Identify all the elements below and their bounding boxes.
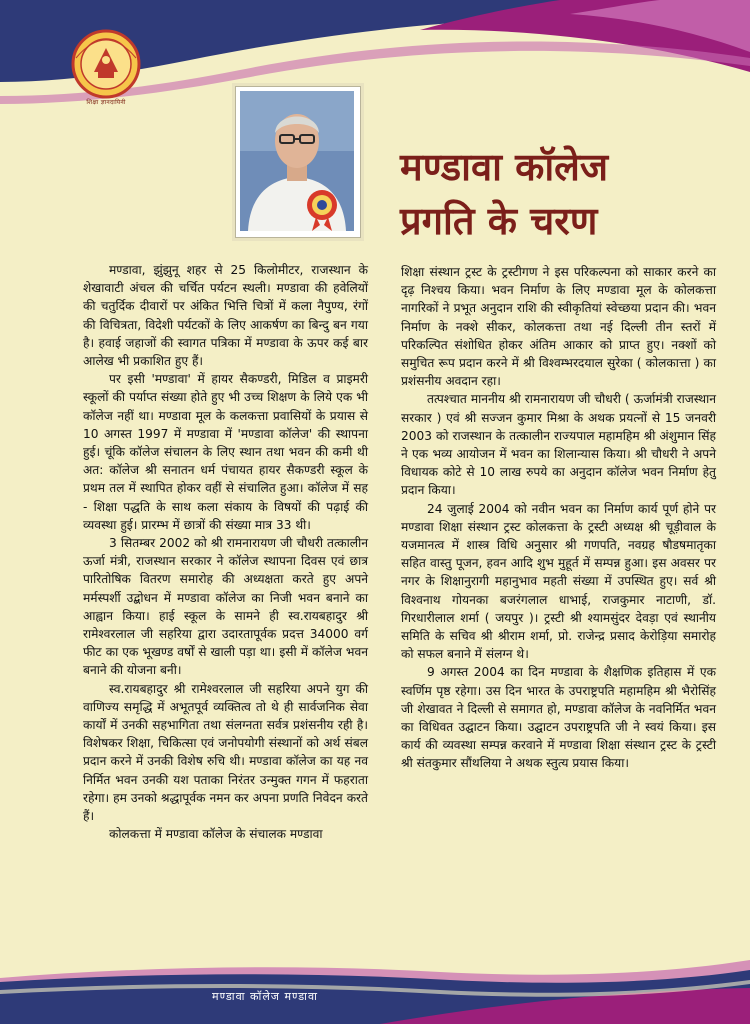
logo-caption: शिक्षा ज्ञानदायिनी — [86, 99, 126, 106]
paragraph: शिक्षा संस्थान ट्रस्ट के ट्रस्टीगण ने इस परिकल्पना को साकार करने का दृढ़ निश्चय किया। भवन निर्माण के लिए मण्डावा मूल के कोलकत्ता नागरिकों ने प्रभूत अनुदान राशि की स्वीकृतियां स्वेच्छया प्रदान की। भवन निर्माण के नक्शे सीकर, कोलकत्ता तथा नई दिल्ली तीन स्तरों में परिकल्पित संशोधित होकर अंतिम आकार को प्राप्त हुए। नक्शों को समुचित रूप प्रदान करने में श्री विश्वम्भरदयाल सुरेका ( कोलकात्ता ) का प्रशंसनीय अवदान रहा। — [401, 265, 716, 389]
article-title — [400, 140, 730, 248]
paragraph: तत्पश्चात माननीय श्री रामनारायण जी चौधरी ( ऊर्जामंत्री राजस्थान सरकार ) एवं श्री सज्जन कुमार मिश्रा के अथक प्रयत्नों से 15 जनवरी 2003 को राजस्थान के तत्कालीन राज्यपाल महामहिम श्री अंशुमान सिंह ने एक भव्य आयोजन में भवन का शिलान्यास किया। श्री चौधरी ने अपने विधायक कोटे से 10 लाख रुपये का अनुदान कॉलेज भवन निर्माण हेतु प्रदान किया। — [401, 392, 716, 498]
paragraph: पर इसी 'मण्डावा' में हायर सैकण्डरी, मिडिल व प्राइमरी स्कूलों की पर्याप्त संख्या होते हुए भी उच्च शिक्षण के लिये एक भी कॉलेज नहीं था। मण्डावा मूल के कलकत्ता प्रवासियों के प्रयास से 10 अगस्त 1997 में मण्डावा में 'मण्डावा कॉलेज' की स्थापना हुई। चूंकि कॉलेज संचालन के लिए स्थान तथा भवन की कमी थी अत: कॉलेज श्री सनातन धर्म पंचायत हायर सैकण्डरी स्कूल के प्रथम तल में स्थापित होकर वहीं से संचालित हुआ। कॉलेज में सह - शिक्षा पद्धति के साथ कला संकाय के विषयों की पढ़ाई की व्यवस्था हुई। प्रारम्भ में छात्रों की संख्या मात्र 33 थी। — [83, 372, 368, 532]
left-text-column — [83, 261, 368, 844]
paragraph: 3 सितम्बर 2002 को श्री रामनारायण जी चौधरी तत्कालीन ऊर्जा मंत्री, राजस्थान सरकार ने कॉलेज स्थापना दिवस एवं छात्र पारितोषिक वितरण समारोह की अध्यक्षता करते हुए अपने मर्मस्पर्शी उद्बोधन में मण्डावा कॉलेज का निजी भवन बनाने का आह्वान किया। हाई स्कूल के सामने ही स्व.रायबहादुर श्री रामेश्वरलाल जी सहरिया द्वारा उदारतापूर्वक प्रदत्त 34000 वर्ग फीट का एक भूखण्ड वर्षों से खाली पड़ा था। इसी में कॉलेज भवन बनाने की योजना बनी। — [83, 536, 368, 678]
paragraph: स्व.रायबहादुर श्री रामेश्वरलाल जी सहरिया अपने युग की वाणिज्य समृद्धि में अभूतपूर्व व्यक्तित्व तो थे ही सार्वजनिक सेवा कार्यों में उनकी सहभागिता तथा संलग्नता सर्वत्र प्रशंसनीय रही है। विशेषकर शिक्षा, चिकित्सा एवं जनोपयोगी संस्थानों को अर्थ संबल प्रदान करने में उनकी विशेष रुचि थी। मण्डावा कॉलेज का यह नव निर्मित भवन उनकी यश पताका निरंतर उन्मुक्त गगन में फहराता रहेगा। हम उनको श्रद्धापूर्वक नमन कर अपना प्रणति निवेदन करते हैं। — [83, 681, 368, 824]
right-text-column — [401, 263, 716, 773]
paragraph: 9 अगस्त 2004 का दिन मण्डावा के शैक्षणिक इतिहास में एक स्वर्णिम पृष्ठ रहेगा। उस दिन भारत के उपराष्ट्रपति महामहिम श्री भैरोसिंह जी शेखावत ने दिल्ली से समागत हो, मण्डावा कॉलेज के नवनिर्मित भवन का विधिवत उद्घाटन किया। उद्घाटन उपराष्ट्रपति जी ने स्वयं किया। इस कार्य की व्यवस्था सम्पन्न करवाने में मण्डावा शिक्षा संस्थान ट्रस्ट के ट्रस्टी श्री संतकुमार सौंथलिया ने अथक स्तुत्य प्रयास किया। — [401, 665, 716, 771]
title-line-1: मण्डावा कॉलेज — [400, 145, 609, 189]
title-line-2: प्रगति के चरण — [400, 199, 598, 243]
college-logo — [70, 28, 142, 104]
paragraph: कोलकत्ता में मण्डावा कॉलेज के संचालक मण्डावा — [109, 827, 323, 842]
portrait-photo — [240, 91, 354, 231]
paragraph: मण्डावा, झुंझुनू शहर से 25 किलोमीटर, राजस्थान के शेखावाटी अंचल की चर्चित पर्यटन स्थली। मण्डावा की हवेलियों की चतुर्दिक दीवारों पर अंकित भित्ति चित्रों में कला नैपुण्य, रंगों की विचित्रता, विदेशी पर्यटकों के लिए आकर्षण का बिन्दु बन गया है। हवाई जहाजों की स्वागत पत्रिका में मण्डावा के ऊपर कई बार आलेख भी प्रकाशित हुए हैं। — [83, 263, 368, 369]
footer-label: मण्डावा कॉलेज मण्डावा — [212, 990, 318, 1003]
paragraph: 24 जुलाई 2004 को नवीन भवन का निर्माण कार्य पूर्ण होने पर मण्डावा शिक्षा संस्थान ट्रस्ट कोलकत्ता के ट्रस्टी अध्यक्ष श्री चूड़ीवाल के यजमानत्व में शास्त्र विधि अनुसार श्री गणपति, नवग्रह षौडषमातृका सहित वास्तु पूजन, हवन आदि शुभ मुहूर्त में सम्पन्न हुआ। इस अवसर पर नगर के शिक्षानुरागी महानुभाव महती संख्या में उपस्थित हुए। सर्व श्री विश्वनाथ गोयनका बजरंगलाल धाभाई, राजकुमार नाटाणी, डॉ. गिरधारीलाल शर्मा ( जयपुर )। ट्रस्टी श्री श्यामसुंदर देवड़ा एवं स्थानीय समिति के सचिव श्री श्रीराम शर्मा, प्रो. राजेन्द्र प्रसाद केरोड़िया समारोह को सफल बनाने में संलग्न थे। — [401, 501, 716, 662]
